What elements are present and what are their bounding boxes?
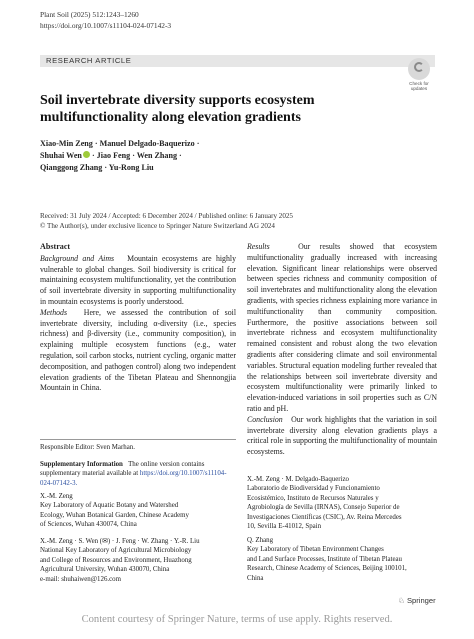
- refresh-icon: [408, 58, 430, 80]
- corresponding-email[interactable]: e-mail: shuhaiwen@126.com: [40, 575, 121, 583]
- journal-citation: Plant Soil (2025) 512:1243–1260: [40, 10, 139, 19]
- author-list: [40, 138, 300, 173]
- orcid-icon[interactable]: [83, 151, 90, 158]
- supplementary-info: Supplementary Information The online version contains supplementary material available at https://doi.org/10.1007/s11104-024-07142-3.: [40, 461, 227, 487]
- abstract-left-column: [40, 242, 236, 394]
- author-shuhai-wen[interactable]: Shuhai Wen: [40, 150, 82, 160]
- authors-line-3: Qianggong Zhang · Yu-Rong Liu: [40, 162, 154, 172]
- affiliation-4: Q. Zhang Key Laboratory of Tibetan Environment Changes and Land Surface Processes, Institute of Tibetan Plateau Research, Chinese Academy of Sciences, Beijing 100101, China: [247, 537, 407, 582]
- abstract-results: Results Our results showed that ecosystem multifunctionality gradually increased with increasing elevation. Significant linear relationships were observed between species richness and community composition of soil invertebrates and multifunctionality along the elevation gradients, with species richness explaining more variance in multifunctionality than community composition. Furthermore, the positive associations between soil invertebrate richness and ecosystem multifunctionality remained consistent and robust along the two elevation gradients after considering climate and soil environmental variables. Structural equation modeling further revealed that the relationships between soil invertebrate diversity and ecosystem multifunctionality were primarily linked to elevation-induced variations in soil properties such as C/N ratio and pH.: [247, 242, 437, 413]
- article-type-banner: [40, 55, 435, 67]
- abstract-conclusion: Conclusion Our work highlights that the variation in soil invertebrate diversity along elevation gradients plays a critical role in supporting the multifunctionality of mountain ecosystems.: [247, 414, 437, 457]
- article-type-label: RESEARCH ARTICLE: [46, 56, 132, 65]
- springer-horse-icon: ♘: [398, 596, 405, 605]
- responsible-editor: Responsible Editor: Sven Marhan.: [40, 444, 135, 451]
- abstract-background: Background and Aims Mountain ecosystems are highly vulnerable to global changes. Soil biodiversity is critical for maintaining ecosystem multifunctionality, yet the contribution of soil invertebrate diversity in supporting multifunctionality in mountain ecosystems is poorly understood.: [40, 253, 237, 306]
- affiliation-2: X.-M. Zeng · S. Wen (✉) · J. Feng · W. Zhang · Y.-R. Liu National Key Laboratory of Agricultural Microbiology and College of Resources and Environment, Huazhong Agricultural University, Wuhan 430070, China e-mail: shuhaiwen@126.com: [40, 537, 240, 584]
- authors-line-2: Shuhai Wen · Jiao Feng · Wen Zhang ·: [40, 150, 182, 160]
- affiliation-1: X.-M. Zeng Key Laboratory of Aquatic Botany and Watershed Ecology, Wuhan Botanical Garden, Chinese Academy of Sciences, Wuhan 430074, China: [40, 493, 189, 529]
- footnote-divider: [40, 439, 236, 440]
- article-title: Soil invertebrate diversity supports ecosystem multifunctionality along elevation gradients: [40, 93, 315, 125]
- courtesy-watermark: Content courtesy of Springer Nature, terms of use apply. Rights reserved.: [81, 614, 393, 625]
- publication-dates: Received: 31 July 2024 / Accepted: 6 December 2024 / Published online: 6 January 2025 © The Author(s), under exclusive licence to Springer Nature Switzerland AG 2024: [40, 212, 293, 230]
- check-for-updates-button[interactable]: [404, 58, 434, 91]
- check-updates-label: Check for updates: [409, 81, 429, 91]
- doi-link[interactable]: https://doi.org/10.1007/s11104-024-07142-3: [40, 20, 172, 30]
- supplementary-link[interactable]: https://doi.org/10.1007/s11104-024-07142-3.: [40, 470, 227, 487]
- springer-logo: ♘ Springer: [398, 596, 436, 605]
- affiliation-3: X.-M. Zeng · M. Delgado-Baquerizo Laboratorio de Biodiversidad y Funcionamiento Ecosistémico, Instituto de Recursos Naturales y Agrobiología de Sevilla (IRNAS), Consejo Superior de Investigaciones Científicas (CSIC), Av. Reina Mercedes 10, Sevilla E-41012, Spain: [247, 476, 402, 531]
- journal-header: [40, 10, 171, 31]
- abstract-right-column: [247, 242, 437, 458]
- authors-line-1: Xiao-Min Zeng · Manuel Delgado-Baquerizo ·: [40, 139, 200, 148]
- abstract-heading: Abstract: [40, 242, 71, 251]
- abstract-methods: Methods Here, we assessed the contribution of soil invertebrate diversity, including α-diversity (i.e., species richness) and β-diversity (i.e., community composition), in explaining multiple ecosystem functions (e.g., water regulation, soil carbon stocks, nutrient cycling, organic matter decomposition, and pathogen control) along two independent elevation gradients of the Tibetan Plateau and Shennongjia Mountain in China.: [40, 307, 236, 393]
